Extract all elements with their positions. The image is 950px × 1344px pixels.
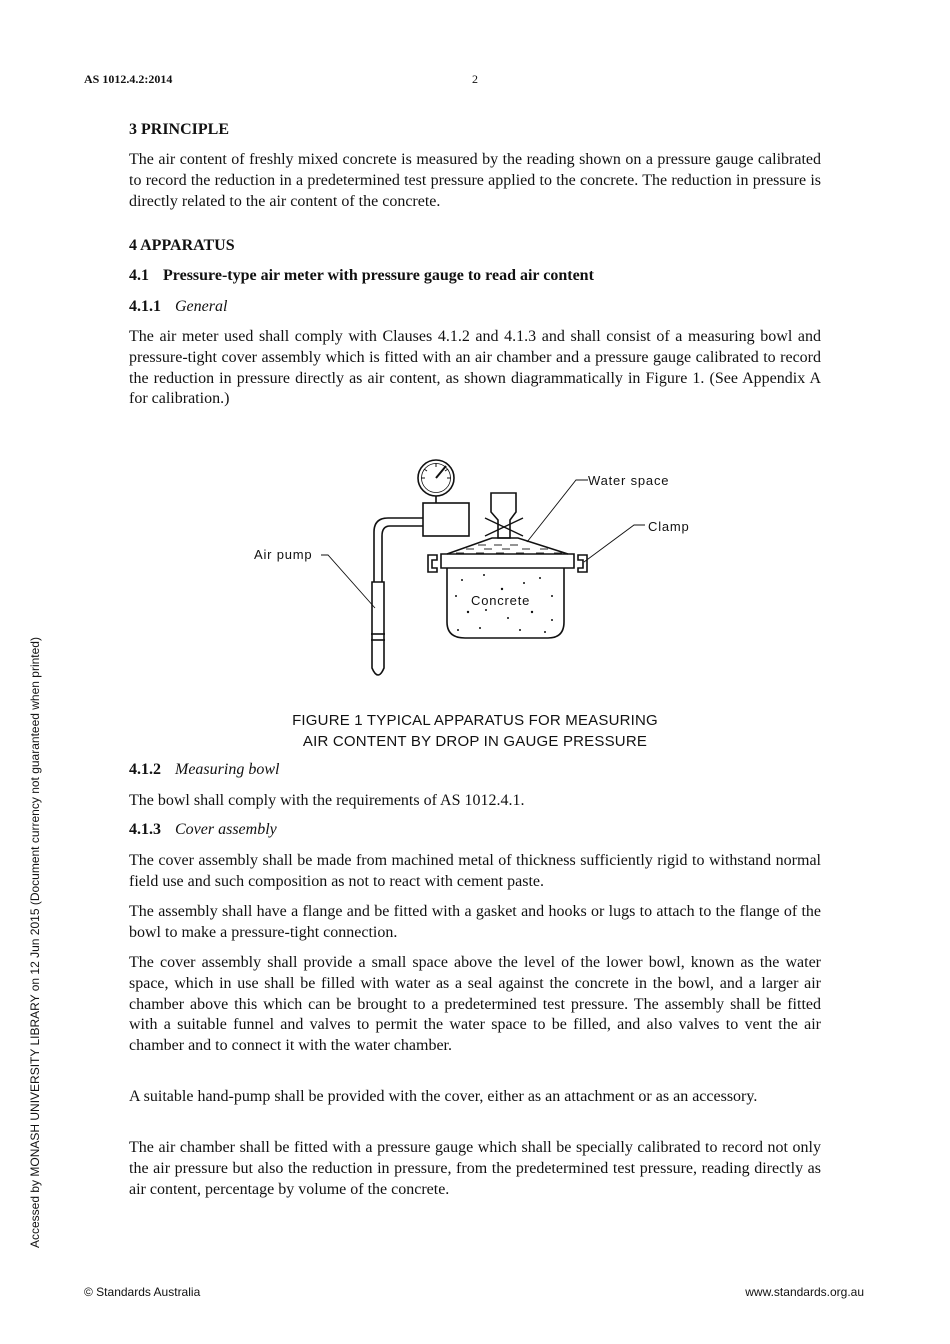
section-3-heading: 3 PRINCIPLE bbox=[129, 121, 230, 138]
footer-copyright: © Standards Australia bbox=[84, 1285, 201, 1299]
clamp-right bbox=[578, 555, 587, 572]
clamp-left bbox=[428, 555, 437, 572]
figure-caption-line-2: AIR CONTENT BY DROP IN GAUGE PRESSURE bbox=[302, 733, 648, 750]
clause-title: Pressure-type air meter with pressure gauge to read air content bbox=[163, 267, 594, 284]
label-concrete: Concrete bbox=[471, 593, 531, 608]
clause-number: 4.1 bbox=[129, 267, 149, 284]
air-chamber bbox=[423, 503, 469, 536]
label-water-space: Water space bbox=[588, 473, 670, 488]
label-air-pump: Air pump bbox=[254, 547, 313, 562]
section-4-heading: 4 APPARATUS bbox=[129, 237, 235, 254]
clause-4-1-1-heading bbox=[129, 298, 227, 316]
clause-number: 4.1.1 bbox=[129, 298, 161, 315]
figure-caption-line-1: FIGURE 1 TYPICAL APPARATUS FOR MEASURING bbox=[292, 712, 658, 729]
clause-4-1-heading bbox=[129, 267, 594, 285]
figure-1-apparatus-diagram bbox=[240, 450, 710, 690]
clause-4-1-3-paragraph-2: The assembly shall have a flange and be fitted with a gasket and hooks or lugs to attach to the flange of the bowl to make a pressure-tight connection. bbox=[129, 903, 821, 941]
document-id: AS 1012.4.2:2014 bbox=[84, 72, 173, 86]
clause-number: 4.1.3 bbox=[129, 821, 161, 838]
clause-4-1-2-heading bbox=[129, 761, 279, 779]
clause-title: Cover assembly bbox=[175, 821, 277, 838]
clause-title: Measuring bowl bbox=[175, 761, 280, 778]
clause-number: 4.1.2 bbox=[129, 761, 161, 778]
air-pump-icon bbox=[372, 582, 384, 675]
label-clamp: Clamp bbox=[648, 519, 690, 534]
clause-4-1-3-heading bbox=[129, 821, 277, 839]
clause-4-1-3-paragraph-3: The cover assembly shall provide a small space above the level of the lower bowl, known as the water space, which in use shall be filled with water as a seal against the concrete in the bowl, and a larger air chamber above this which can be brought to a predetermined test pressure. The assembly shall be fitted with a suitable funnel and valves to permit the water space to be filled, and also valves to vent the air chamber and to connect it with the water chamber. bbox=[129, 954, 821, 1055]
clause-4-1-2-body: The bowl shall comply with the requirements of AS 1012.4.1. bbox=[129, 792, 525, 809]
clause-4-1-3-paragraph-4: A suitable hand-pump shall be provided with the cover, either as an attachment or as an accessory. bbox=[129, 1088, 758, 1105]
footer-website: www.standards.org.au bbox=[745, 1285, 864, 1299]
clause-4-1-1-body: The air meter used shall comply with Clauses 4.1.2 and 4.1.3 and shall consist of a measuring bowl and pressure-tight cover assembly which is fitted with an air chamber and a pressure gauge calibrated to record the reduction in pressure directly as air content, as shown diagrammatically in Figure 1. (See Appendix A for calibration.) bbox=[129, 328, 821, 408]
clause-4-1-3-paragraph-1: The cover assembly shall be made from machined metal of thickness sufficiently rigid to withstand normal field use and such composition as not to react with cement paste. bbox=[129, 852, 821, 890]
section-3-body: The air content of freshly mixed concrete is measured by the reading shown on a pressure gauge calibrated to record the reduction in a predetermined test pressure applied to the concrete. The reduction in pressure is directly related to the air content of the concrete. bbox=[129, 151, 821, 210]
page-number: 2 bbox=[472, 72, 478, 86]
clause-title: General bbox=[175, 298, 228, 315]
clause-4-1-3-paragraph-5: The air chamber shall be fitted with a pressure gauge which shall be specially calibrated to record not only the air pressure but also the reduction in pressure, from the predetermined test pressure, reading directly as air content, percentage by volume of the concrete. bbox=[129, 1139, 821, 1198]
access-side-note: Accessed by MONASH UNIVERSITY LIBRARY on 12 Jun 2015 (Document currency not guaranteed when printed) bbox=[28, 637, 42, 1248]
